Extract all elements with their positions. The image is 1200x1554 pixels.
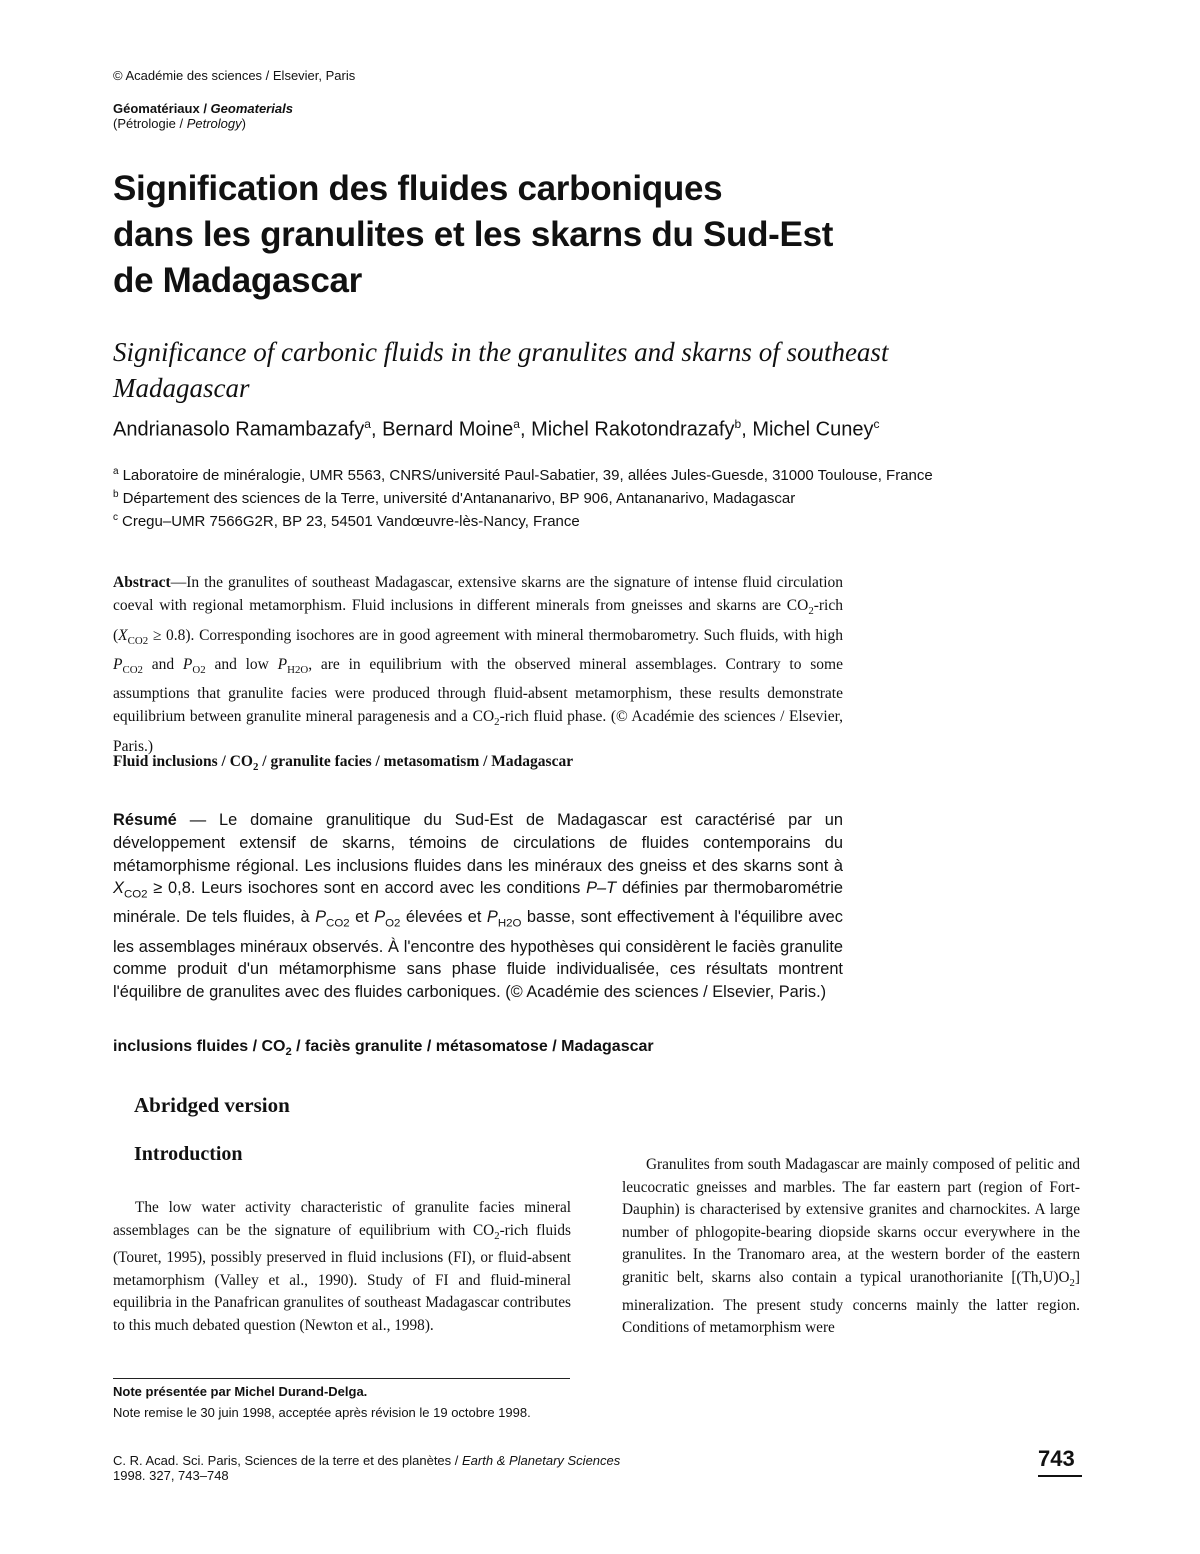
title-fr-line-1: Signification des fluides carboniques [113, 169, 723, 208]
paragraph-text: -rich fluids (Touret, 1995), possibly preserved in fluid inclusions (FI), or fluid-absent metamorphism (Valley et al., 1990). Study of FI and fluid-mineral equilibria in the Panafrican granulites of southeast Madagascar contributes to this much debated question (Newton et al., 1998). [113, 1221, 572, 1335]
keywords-text: / faciès granulite / métasomatose / Madagascar [291, 1038, 654, 1055]
author-name: Bernard Moine [382, 418, 514, 441]
title-english [113, 334, 1073, 406]
footnote-divider [113, 1378, 570, 1379]
symbol-p: P [486, 908, 498, 927]
symbol-x: X [118, 626, 128, 644]
resume-text: basse, sont effectivement à l'équilibre avec les assemblages minéraux observés. À l'encontre des hypothèses qui considèrent le faciès granulite comme produit d'un métamorphisme sans phase fluide individualisée, ces résultats montrent l'équilibre de granulites avec des fluides carboniques. (© Académie des sciences / Elsevier, Paris.) [113, 908, 843, 1002]
subsection-en: Petrology [186, 116, 242, 131]
symbol-x: X [113, 879, 124, 898]
subscript: CO2 [123, 888, 148, 901]
abstract [113, 571, 843, 758]
subscript: O2 [385, 917, 401, 930]
abstract-text: and [142, 655, 183, 673]
section-fr: Géomatériaux / [113, 101, 211, 116]
keywords-french [113, 1038, 654, 1058]
subsection-label [113, 116, 246, 131]
journal-name: C. R. Acad. Sci. Paris, Sciences de la terre et des planètes / [113, 1453, 463, 1468]
symbol-p: P [315, 908, 327, 927]
paragraph-text: Granulites from south Madagascar are mainly composed of pelitic and leucocratic gneisses and marbles. The far eastern part (region of Fort-Dauphin) is characterised by extensive granites and charnockites. A large number of phlogopite-bearing diopside skarns occur everywhere in the granulites. In the Tranomaro area, at the western border of the eastern granitic belt, skarns also contain a typical uranothorianite [(Th,U)O [622, 1156, 1080, 1286]
resume-text: — Le domaine granulitique du Sud-Est de Madagascar est caractérisé par un développement extensif de skarns, témoins de circulations de fluides contemporains du métamorphisme régional. Les inclusions fluides dans les minéraux des gneiss et des skarns sont à [113, 811, 843, 875]
symbol-pt: P–T [586, 879, 617, 898]
affiliation-mark: b [113, 489, 119, 500]
page-number: 743 [1038, 1446, 1075, 1471]
subscript: CO2 [122, 663, 143, 676]
subscript: CO2 [127, 634, 149, 647]
resume [113, 809, 843, 1004]
title-fr-line-2: dans les granulites et les skarns du Sud-Est [113, 215, 834, 254]
footnote-presented-by: Note présentée par Michel Durand-Delga. [113, 1384, 368, 1399]
affiliation-c [113, 512, 580, 530]
journal-volume: 1998. 327, 743–748 [113, 1468, 229, 1483]
affiliation-text: Cregu–UMR 7566G2R, BP 23, 54501 Vandœuvre-lès-Nancy, France [122, 513, 580, 530]
abstract-label: Abstract [113, 574, 171, 591]
symbol-p: P [374, 908, 386, 927]
journal-name-en: Earth & Planetary Sciences [462, 1453, 621, 1468]
subscript: 2 [494, 1229, 500, 1242]
footnote-dates: Note remise le 30 juin 1998, acceptée après révision le 19 octobre 1998. [113, 1405, 531, 1420]
subscript: CO2 [326, 917, 350, 930]
keywords-text: / granulite facies / metasomatism / Madagascar [258, 753, 574, 770]
keywords-english [113, 753, 573, 773]
author-aff-mark: a [364, 417, 371, 431]
affiliation-text: Laboratoire de minéralogie, UMR 5563, CNRS/université Paul-Sabatier, 39, allées Jules-Guesde, 31000 Toulouse, France [122, 467, 933, 484]
abstract-text: -rich ( [113, 597, 843, 644]
paragraph-text: The low water activity characteristic of granulite facies mineral assemblages can be the signature of equilibrium with CO [113, 1199, 571, 1239]
resume-text: et [349, 908, 375, 927]
symbol-p: P [113, 655, 123, 673]
subscript: O2 [192, 663, 206, 676]
section-en: Geomaterials [210, 101, 293, 116]
author-aff-mark: a [513, 417, 520, 431]
symbol-p: P [182, 655, 193, 673]
author-name: Andrianasolo Ramambazafy [113, 418, 365, 441]
section-label [113, 101, 293, 116]
journal-citation [113, 1453, 620, 1468]
heading-abridged-version: Abridged version [134, 1093, 290, 1117]
symbol-p: P [277, 655, 288, 673]
title-en-line-1: Significance of carbonic fluids in the granulites and skarns of southeast [113, 337, 889, 367]
subscript: H2O [287, 663, 309, 676]
resume-text: définies par thermobarométrie minérale. De tels fluides, à [113, 879, 843, 927]
abstract-text: and low [205, 655, 278, 673]
subscript: 2 [285, 1046, 292, 1059]
author-aff-mark: c [873, 417, 880, 431]
subscript: 2 [808, 605, 814, 618]
paragraph-text: ] mineralization. The present study concerns mainly the latter region. Conditions of metamorphism were [622, 1268, 1080, 1337]
subsection-close: ) [241, 116, 246, 131]
affiliation-b [113, 489, 795, 507]
abstract-text: —In the granulites of southeast Madagascar, extensive skarns are the signature of intense fluid circulation coeval with regional metamorphism. Fluid inclusions in different minerals from gneisses and skarns are CO [113, 574, 843, 615]
keywords-text: inclusions fluides / CO [113, 1038, 286, 1055]
copyright-line: © Académie des sciences / Elsevier, Paris [113, 68, 356, 83]
subscript: 2 [494, 716, 500, 729]
body-column-left [113, 1197, 571, 1338]
title-fr-line-3: de Madagascar [113, 261, 362, 300]
abstract-text: , are in equilibrium with the observed mineral assemblages. Contrary to some assumptions that granulite facies were produced through fluid-absent metamorphism, these results demonstrate equilibrium between granulite mineral paragenesis and a CO [113, 655, 843, 726]
author-list: Andrianasolo Ramambazafy$^a$, Bernard Moine$^a$, Michel Rakotondrazafy$^b$, Michel Cuney$^c$ [113, 417, 880, 441]
resume-text: ≥ 0,8. Leurs isochores sont en accord avec les conditions [147, 879, 587, 898]
affiliation-a [113, 466, 933, 484]
title-en-line-2: Madagascar [113, 373, 250, 403]
page-number-underline [1038, 1475, 1082, 1477]
resume-text: élevées et [400, 908, 487, 927]
resume-label: Résumé [113, 811, 177, 829]
subscript: H2O [497, 917, 522, 930]
subsection-fr: (Pétrologie / [113, 116, 187, 131]
title-french [113, 166, 1093, 304]
subscript: 2 [1069, 1277, 1075, 1290]
body-column-right [622, 1154, 1080, 1340]
author-aff-mark: b [734, 417, 742, 431]
abstract-text: -rich fluid phase. (© Académie des sciences / Elsevier, Paris.) [113, 708, 843, 755]
affiliation-mark: a [113, 466, 119, 477]
keywords-text: Fluid inclusions / CO [113, 753, 253, 770]
author-name: Michel Rakotondrazafy [531, 418, 735, 441]
subscript: 2 [252, 761, 259, 774]
heading-introduction: Introduction [134, 1143, 243, 1165]
author-name: Michel Cuney [752, 418, 874, 441]
affiliation-mark: c [113, 512, 118, 523]
abstract-text: ≥ 0.8). Corresponding isochores are in good agreement with mineral thermobarometry. Such fluids, with high [148, 626, 843, 644]
affiliation-text: Département des sciences de la Terre, université d'Antananarivo, BP 906, Antananarivo, Madagascar [122, 490, 796, 507]
